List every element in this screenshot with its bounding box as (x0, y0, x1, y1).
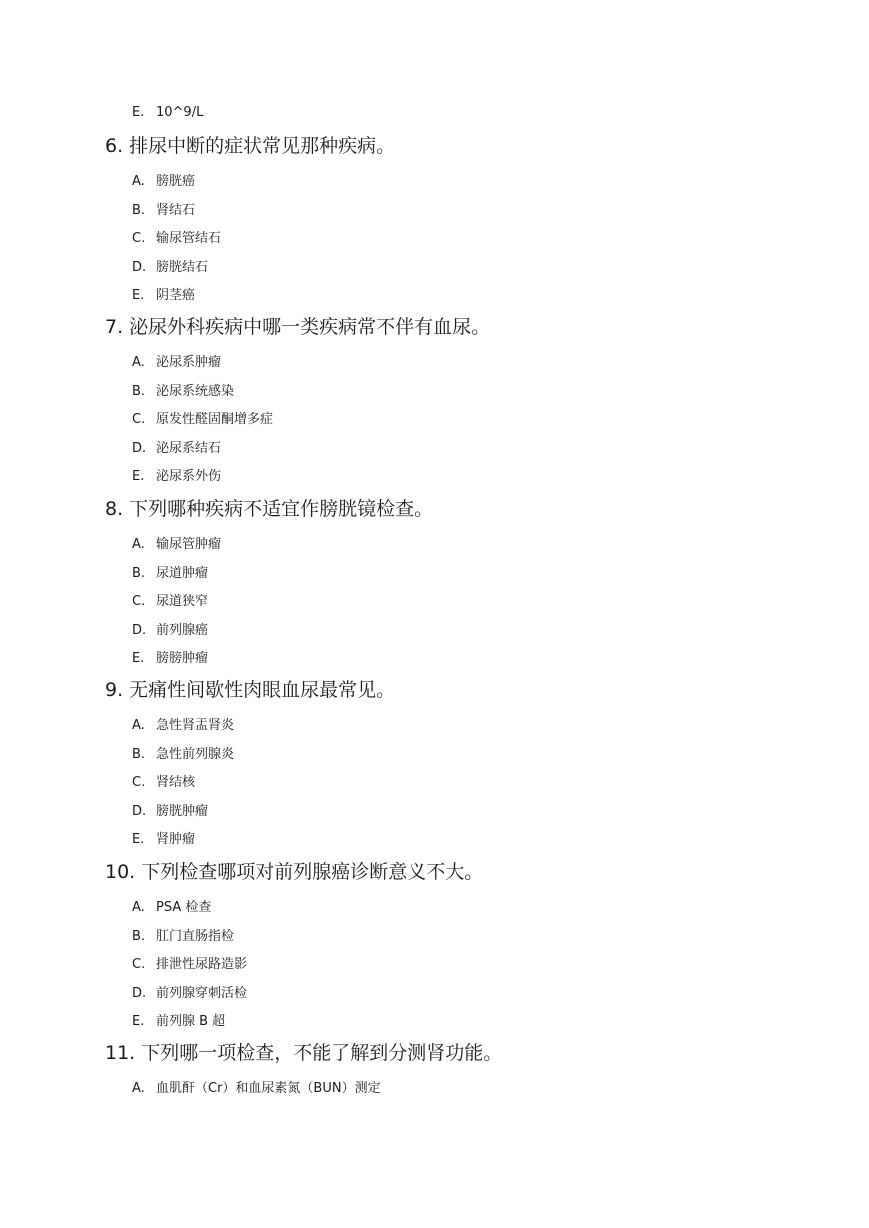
option-c (132, 775, 195, 791)
option-letter: A. (132, 537, 145, 552)
option-text: 膀胱结石 (156, 260, 209, 275)
option-letter: E. (132, 105, 145, 120)
option-d (132, 441, 221, 457)
option-letter: A. (132, 900, 145, 915)
option-e (132, 469, 221, 485)
option-text: 肾结石 (156, 203, 196, 218)
option-a (132, 1081, 381, 1097)
option-letter: D. (132, 623, 147, 638)
option-letter: D. (132, 260, 147, 275)
option-text: 原发性醛固酮增多症 (156, 412, 274, 427)
option-letter: E. (132, 288, 145, 303)
option-a (132, 537, 221, 553)
option-c (132, 957, 247, 973)
option-letter: E. (132, 469, 145, 484)
option-text: 阴茎癌 (156, 288, 196, 303)
option-d (132, 986, 247, 1002)
option-a (132, 174, 195, 190)
question-9: 9. 无痛性间歇性肉眼血尿最常见。 (105, 679, 396, 701)
option-letter: B. (132, 929, 146, 944)
option-text: 尿道狭窄 (156, 594, 209, 609)
option-text: 急性前列腺炎 (156, 747, 235, 762)
option-text: 前列腺穿刺活检 (156, 986, 248, 1001)
option-letter: B. (132, 566, 146, 581)
option-letter: B. (132, 747, 146, 762)
option-text: 肛门直肠指检 (156, 929, 235, 944)
option-letter: A. (132, 355, 145, 370)
option-b (132, 747, 234, 763)
option-d (132, 804, 208, 820)
option-letter: E. (132, 1014, 145, 1029)
option-text: 输尿管肿瘤 (156, 537, 222, 552)
question-6: 6. 排尿中断的症状常见那种疾病。 (105, 135, 396, 157)
option-letter: A. (132, 1081, 145, 1096)
option-b (132, 566, 208, 582)
option-text: 10^9/L (156, 105, 204, 120)
option-e-lead (132, 105, 203, 121)
option-letter: C. (132, 957, 146, 972)
option-text: 尿道肿瘤 (156, 566, 209, 581)
option-letter: C. (132, 594, 146, 609)
option-text: 泌尿系统感染 (156, 384, 235, 399)
option-letter: A. (132, 174, 145, 189)
option-text: 前列腺 B 超 (156, 1014, 226, 1029)
option-b (132, 929, 234, 945)
option-b (132, 203, 195, 219)
option-text: 排泄性尿路造影 (156, 957, 248, 972)
option-letter: D. (132, 804, 147, 819)
option-letter: E. (132, 651, 145, 666)
option-letter: D. (132, 986, 147, 1001)
option-e (132, 288, 195, 304)
option-d (132, 260, 208, 276)
option-text: 膀膀肿瘤 (156, 651, 209, 666)
option-c (132, 594, 208, 610)
option-a (132, 718, 234, 734)
option-text: 泌尿系外伤 (156, 469, 222, 484)
option-c (132, 412, 273, 428)
option-a (132, 900, 211, 916)
option-text: 泌尿系肿瘤 (156, 355, 222, 370)
option-d (132, 623, 208, 639)
option-text: 前列腺癌 (156, 623, 209, 638)
option-letter: B. (132, 203, 146, 218)
option-letter: C. (132, 412, 146, 427)
question-8: 8. 下列哪种疾病不适宜作膀胱镜检查。 (105, 498, 434, 520)
question-10: 10. 下列检查哪项对前列腺癌诊断意义不大。 (105, 861, 484, 883)
option-letter: E. (132, 832, 145, 847)
option-letter: A. (132, 718, 145, 733)
option-letter: B. (132, 384, 146, 399)
option-e (132, 832, 195, 848)
option-text: 急性肾盂肾炎 (156, 718, 235, 733)
question-7: 7. 泌尿外科疾病中哪一类疾病常不伴有血尿。 (105, 316, 491, 338)
option-letter: C. (132, 231, 146, 246)
option-e (132, 1014, 225, 1030)
option-text: PSA 检查 (156, 900, 212, 915)
option-text: 输尿管结石 (156, 231, 222, 246)
option-letter: D. (132, 441, 147, 456)
option-c (132, 231, 221, 247)
option-b (132, 384, 234, 400)
option-letter: C. (132, 775, 146, 790)
option-text: 膀胱癌 (156, 174, 196, 189)
option-text: 膀胱肿瘤 (156, 804, 209, 819)
question-11: 11. 下列哪一项检查，不能了解到分测肾功能。 (105, 1042, 503, 1064)
option-text: 肾肿瘤 (156, 832, 196, 847)
option-text: 泌尿系结石 (156, 441, 222, 456)
option-e (132, 651, 208, 667)
option-text: 肾结核 (156, 775, 196, 790)
option-text: 血肌酐（Cr）和血尿素氮（BUN）测定 (156, 1081, 381, 1096)
option-a (132, 355, 221, 371)
